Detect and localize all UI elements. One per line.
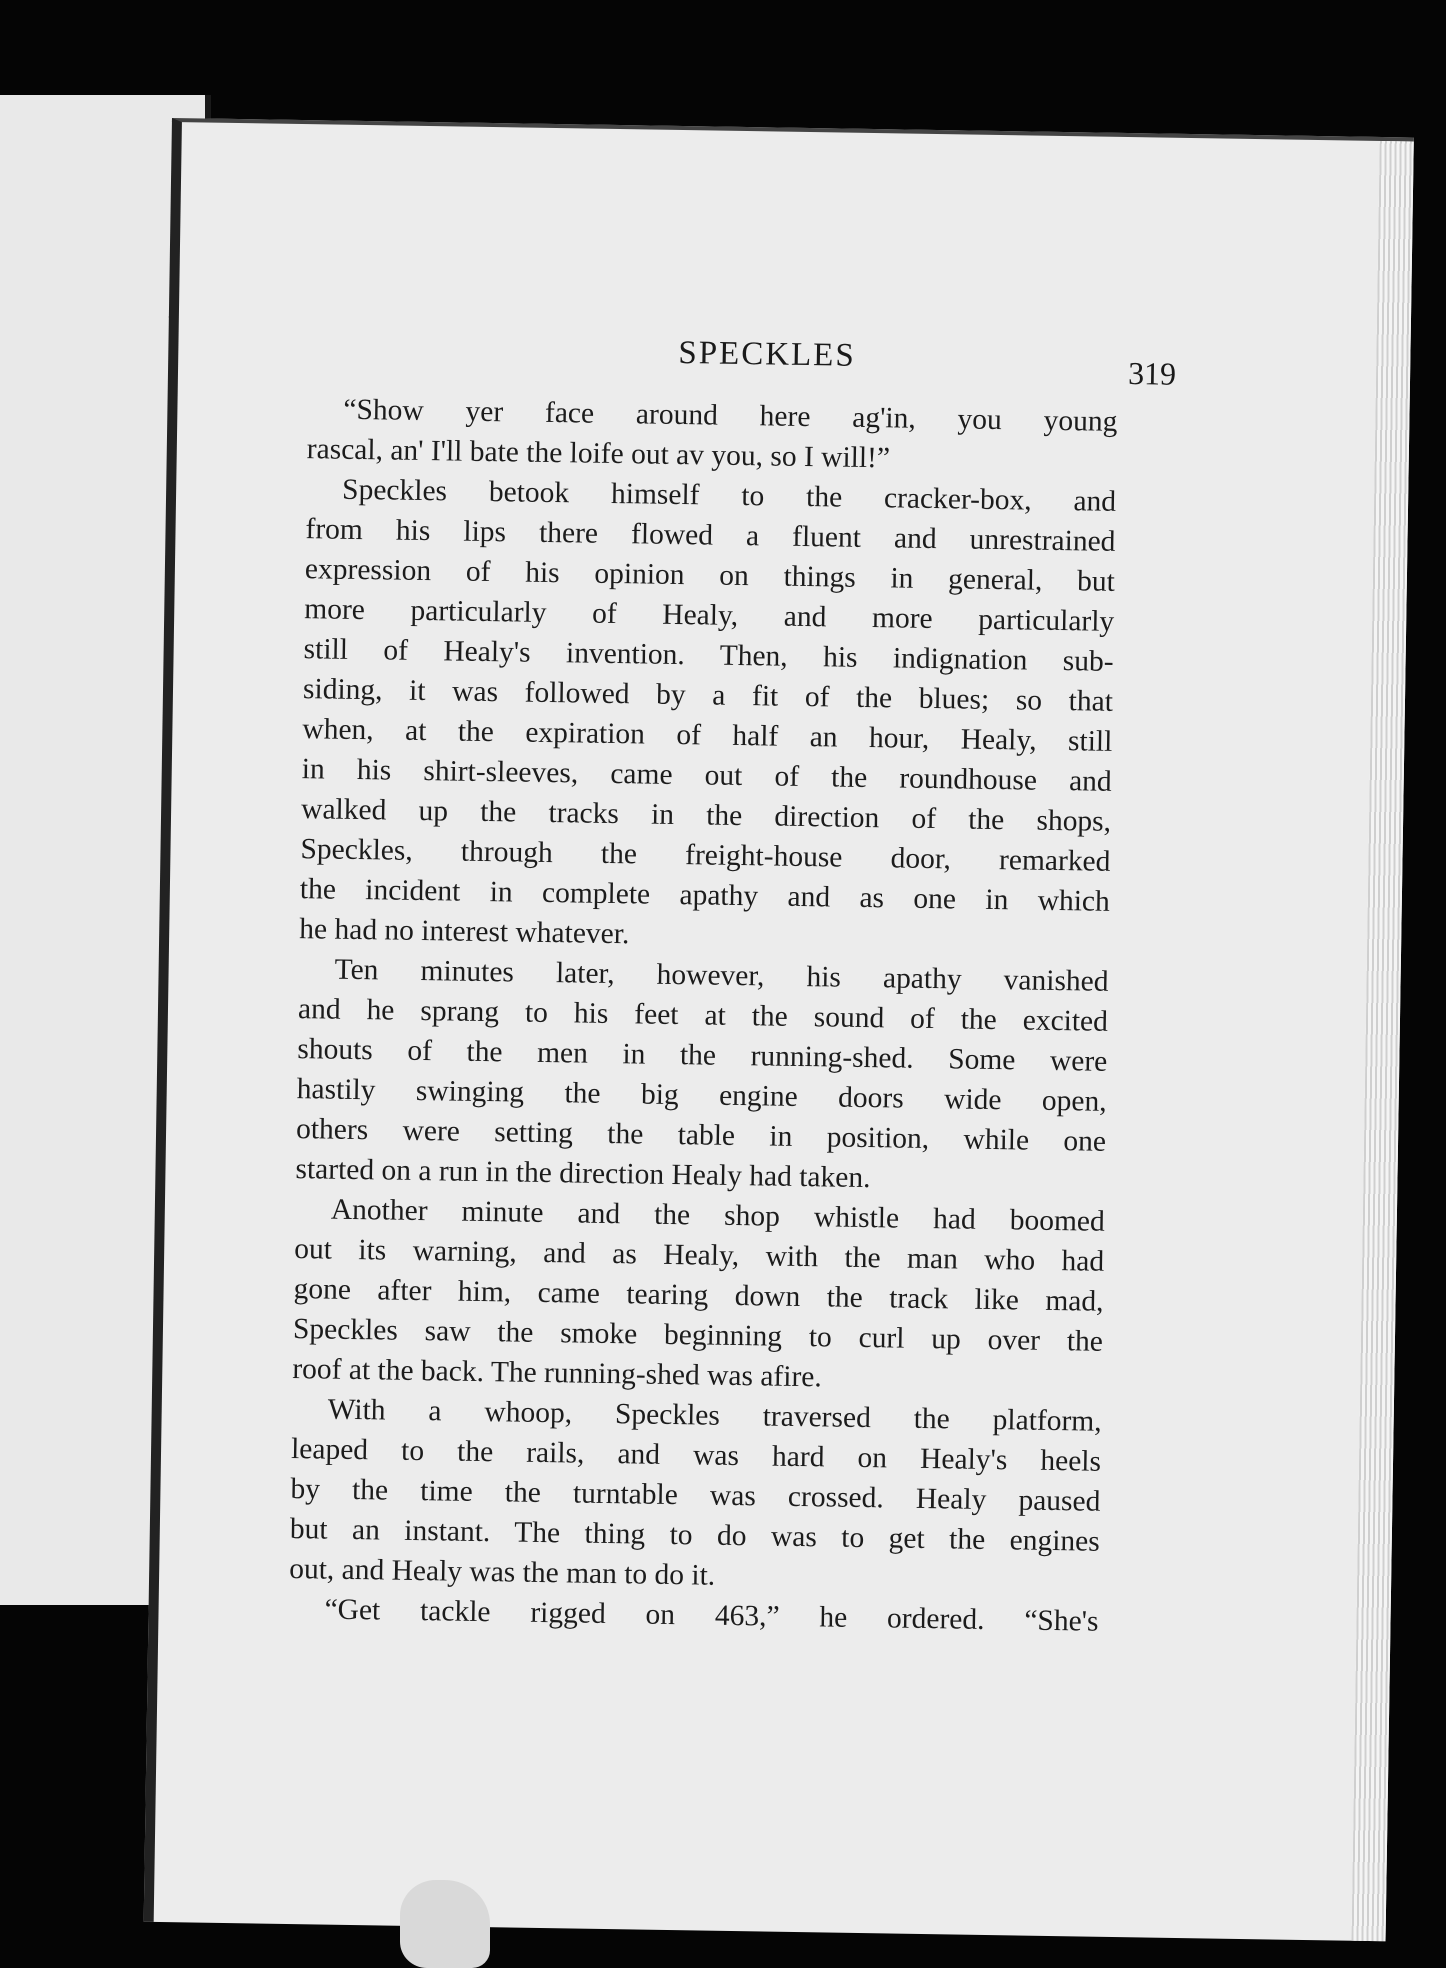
text-line: but an instant. The thing to do was to get the engines: [289, 1513, 1101, 1558]
text-line: expression of his opinion on things in general, but: [304, 553, 1116, 598]
text-line: more particularly of Healy, and more particularly: [304, 593, 1115, 638]
text-line: others were setting the table in position, while one: [295, 1113, 1107, 1158]
text-line: “Get tackle rigged on 463,” he ordered. “She's: [324, 1593, 1099, 1638]
text-line: siding, it was followed by a fit of the blues; so that: [302, 673, 1114, 718]
text-line: Ten minutes later, however, his apathy vanished: [334, 953, 1109, 998]
text-line: Speckles saw the smoke beginning to curl up over the: [292, 1313, 1104, 1358]
text-line: in his shirt-sleeves, came out of the roundhouse and: [301, 753, 1112, 798]
text-line: when, at the expiration of half an hour, Healy, still: [302, 713, 1113, 758]
page-number: 319: [1127, 355, 1177, 392]
page-edge: [1352, 141, 1414, 1941]
text-line: Speckles, through the freight-house door, remarked: [300, 833, 1111, 878]
text-line: hastily swinging the big engine doors wide open,: [296, 1073, 1107, 1118]
text-line: leaped to the rails, and was hard on Healy's heels: [290, 1433, 1102, 1478]
text-line: Speckles betook himself to the cracker-box, and: [341, 473, 1117, 518]
text-line: gone after him, came tearing down the track like mad,: [293, 1273, 1104, 1318]
text-line: by the time the turntable was crossed. Healy paused: [290, 1473, 1101, 1518]
text-line: he had no interest whatever.: [299, 913, 630, 951]
text-line: started on a run in the direction Healy had taken.: [295, 1153, 871, 1195]
text-line: “Show yer face around here ag'in, you young: [343, 393, 1118, 438]
text-line: With a whoop, Speckles traversed the platform,: [327, 1393, 1102, 1438]
text-line: walked up the tracks in the direction of the shops,: [300, 793, 1112, 838]
text-line: from his lips there flowed a fluent and unrestrained: [305, 513, 1116, 558]
running-head: SPECKLES: [678, 334, 857, 374]
text-line: out, and Healy was the man to do it.: [288, 1553, 716, 1592]
body-text: [288, 389, 1117, 1642]
text-line: roof at the back. The running-shed was afire.: [292, 1353, 823, 1394]
text-line: shouts of the men in the running-shed. Some were: [297, 1033, 1108, 1078]
text-line: rascal, an' I'll bate the loife out av you, so I will!”: [306, 433, 891, 475]
text-line: still of Healy's invention. Then, his indignation sub-: [303, 633, 1114, 678]
book-page: [144, 118, 1414, 1941]
text-line: out its warning, and as Healy, with the man who had: [293, 1233, 1105, 1278]
text-line: Another minute and the shop whistle had boomed: [330, 1193, 1106, 1238]
paper-tear: [400, 1880, 490, 1968]
text-line: the incident in complete apathy and as one in which: [299, 873, 1111, 918]
text-line: and he sprang to his feet at the sound of the excited: [297, 993, 1109, 1038]
